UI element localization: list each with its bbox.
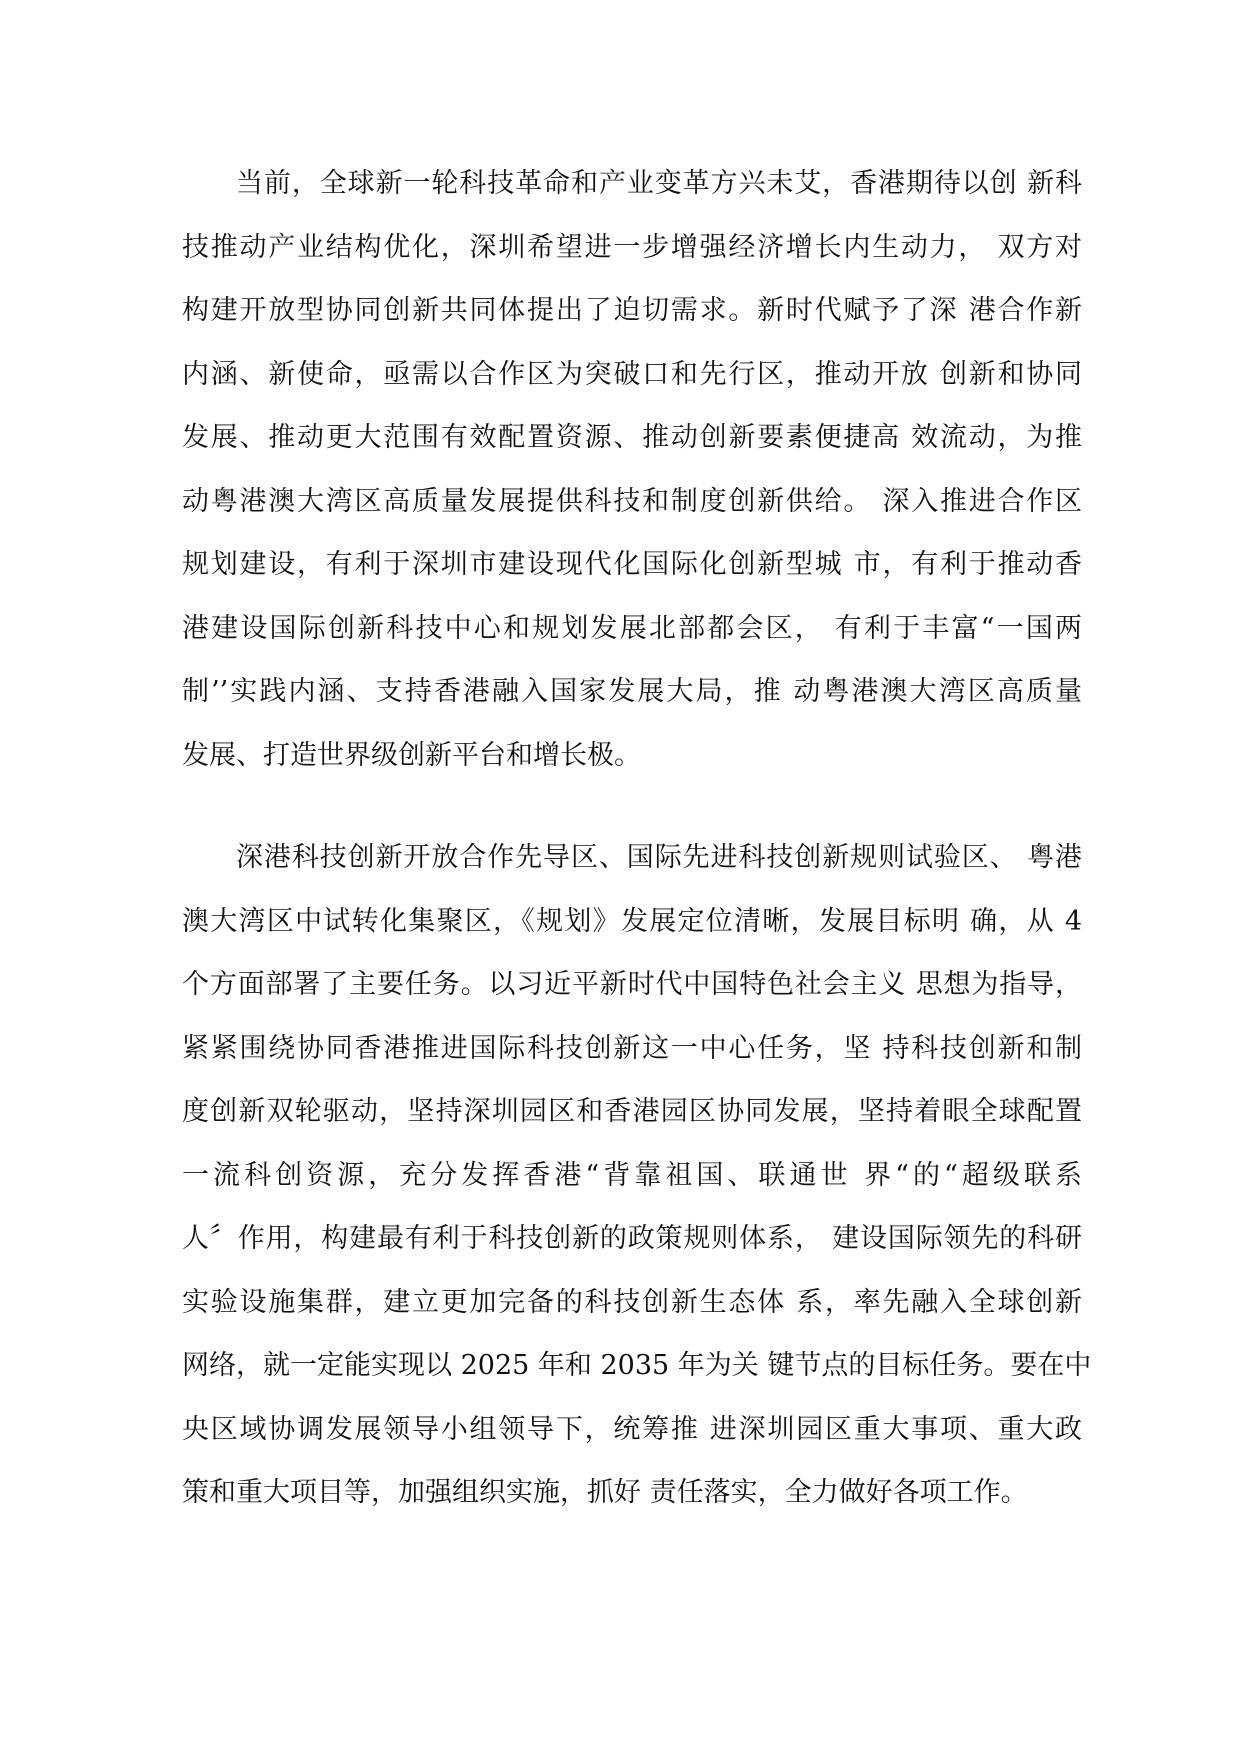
- paragraph-line: 央区域协调发展领导小组领导下，统筹推 进深圳园区重大事项、重大政: [182, 1413, 1082, 1445]
- paragraph-line: 港建设国际创新科技中心和规划发展北部都会区， 有利于丰富“一国两: [182, 612, 1082, 644]
- paragraph-line: 实验设施集群，建立更加完备的科技创新生态体 系，率先融入全球创新: [182, 1286, 1082, 1318]
- paragraph-line: 个方面部署了主要任务。以习近平新时代中国特色社会主义 思想为指导，: [182, 969, 1082, 1000]
- paragraph-line: 动粤港澳大湾区高质量发展提供科技和制度创新供给。 深入推进合作区: [182, 485, 1082, 517]
- paragraph-line: 紧紧围绕协同香港推进国际科技创新这一中心任务，坚 持科技创新和制: [182, 1032, 1082, 1064]
- document-body: [182, 152, 1092, 1525]
- paragraph-line: 澳大湾区中试转化集聚区，《规划》发展定位清晰，发展目标明 确，从 4: [182, 905, 1082, 937]
- paragraph-line: 人〞作用，构建最有利于科技创新的政策规则体系， 建设国际领先的科研: [182, 1223, 1082, 1254]
- paragraph-line: 构建开放型协同创新共同体提出了迫切需求。新时代赋予了深 港合作新: [182, 295, 1082, 326]
- paragraph-line: 发展、打造世界级创新平台和增长极。: [182, 739, 641, 771]
- paragraph-line: 度创新双轮驱动，坚持深圳园区和香港园区协同发展，坚持着眼全球配置: [182, 1096, 1082, 1127]
- paragraph-2: [182, 826, 1092, 1525]
- paragraph-line: 当前，全球新一轮科技革命和产业变革方兴未艾，香港期待以创 新科: [236, 168, 1082, 199]
- paragraph-1: [182, 152, 1082, 787]
- paragraph-line: 一流科创资源，充分发挥香港“背靠祖国、联通世 界“的“超级联系: [182, 1159, 1082, 1191]
- paragraph-line: 规划建设，有利于深圳市建设现代化国际化创新型城 市，有利于推动香: [182, 549, 1082, 580]
- paragraph-line: 内涵、新使命，亟需以合作区为突破口和先行区，推动开放 创新和协同: [182, 358, 1082, 390]
- paragraph-line: 策和重大项目等，加强组织实施，抓好 责任落实，全力做好各项工作。: [182, 1477, 1028, 1508]
- paragraph-line: 技推动产业结构优化，深圳希望进一步增强经济增长内生动力， 双方对: [182, 231, 1082, 263]
- paragraph-line: 网络，就一定能实现以 2025 年和 2035 年为关 键节点的目标任务。要在中: [182, 1350, 1092, 1381]
- paragraph-line: 制’’实践内涵、支持香港融入国家发展大局，推 动粤港澳大湾区高质量: [182, 676, 1082, 707]
- paragraph-line: 深港科技创新开放合作先导区、国际先进科技创新规则试验区、 粤港: [236, 842, 1082, 873]
- paragraph-line: 发展、推动更大范围有效配置资源、推动创新要素便捷高 效流动，为推: [182, 422, 1082, 453]
